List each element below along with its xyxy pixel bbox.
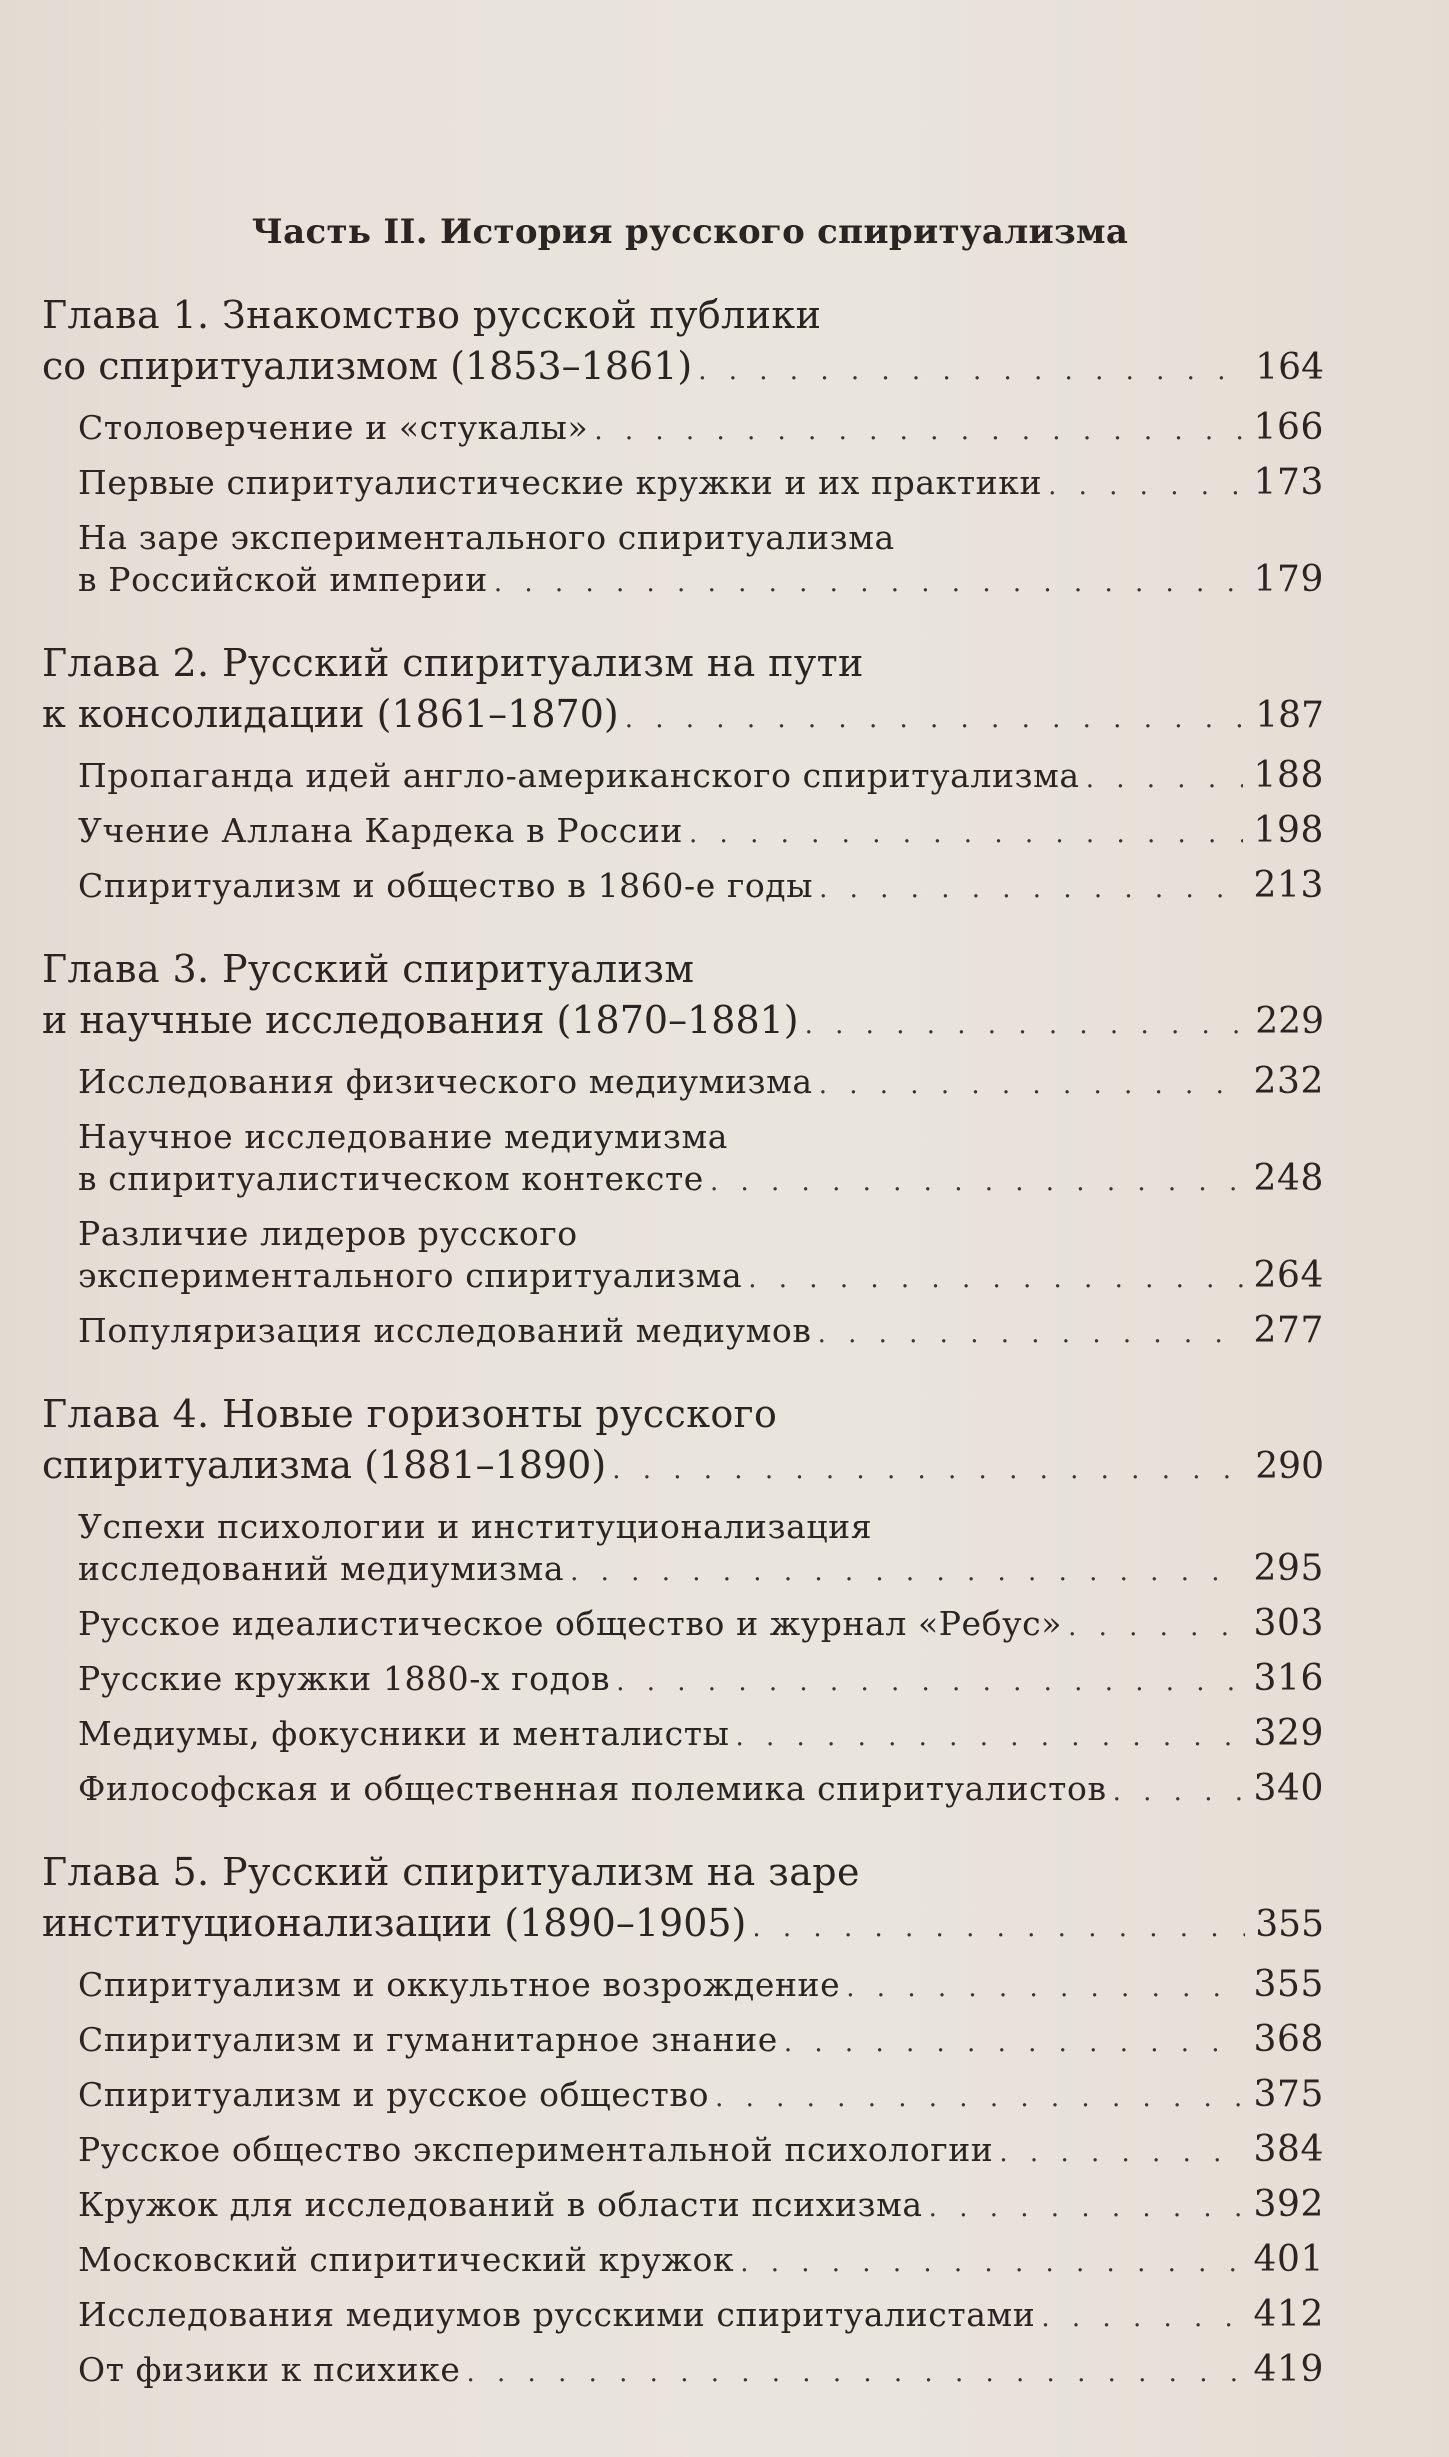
entry-title: экспериментального спиритуализма xyxy=(78,1256,743,1295)
chapter-2 xyxy=(42,638,1324,910)
leader-dots xyxy=(1086,758,1244,800)
page-number: 355 xyxy=(1255,1904,1324,1945)
toc-entry[interactable] xyxy=(78,755,1324,800)
leader-dots xyxy=(689,813,1243,855)
page-number: 340 xyxy=(1253,1768,1324,1809)
entry-title: Русские кружки 1880-х годов xyxy=(78,1659,611,1698)
leader-dots xyxy=(1048,465,1243,507)
leader-dots xyxy=(466,2352,1243,2394)
entry-title: Популяризация исследований медиумов xyxy=(78,1311,812,1350)
page-number: 384 xyxy=(1253,2129,1324,2170)
chapter-5 xyxy=(42,1847,1324,2394)
toc-entry[interactable] xyxy=(78,1506,1324,1593)
page-number: 401 xyxy=(1253,2239,1324,2280)
leader-dots xyxy=(805,999,1246,1051)
page-number: 290 xyxy=(1255,1446,1324,1487)
page-number: 213 xyxy=(1253,865,1324,906)
chapter-title-line1: Глава 2. Русский спиритуализм на пути xyxy=(42,641,864,685)
chapter-title-line2: и научные исследования (1870–1881) xyxy=(42,998,799,1042)
toc-entry[interactable] xyxy=(78,1116,1324,1203)
page-number: 173 xyxy=(1253,462,1324,503)
entry-title: Спиритуализм и гуманитарное знание xyxy=(78,2020,778,2059)
table-of-contents xyxy=(42,290,1324,2428)
entry-title: Русское общество экспериментальной психологии xyxy=(78,2130,994,2169)
page-number: 164 xyxy=(1255,347,1324,388)
chapter-heading[interactable] xyxy=(42,290,1324,397)
toc-entry[interactable] xyxy=(78,2239,1324,2284)
entry-title-line1: Успехи психологии и институционализация xyxy=(78,1507,873,1546)
toc-entry[interactable] xyxy=(78,1713,1324,1758)
toc-entry[interactable] xyxy=(78,1768,1324,1813)
page-number: 264 xyxy=(1253,1255,1324,1296)
toc-entry[interactable] xyxy=(78,2074,1324,2119)
page-number: 412 xyxy=(1253,2294,1324,2335)
chapter-heading[interactable] xyxy=(42,1847,1324,1954)
entry-title: Русское идеалистическое общество и журнал «Ребус» xyxy=(78,1604,1063,1643)
entry-title: Спиритуализм и русское общество xyxy=(78,2075,710,2114)
entry-title: Спиритуализм и общество в 1860-е годы xyxy=(78,866,814,905)
leader-dots xyxy=(494,562,1244,604)
page-number: 419 xyxy=(1253,2349,1324,2390)
toc-entry[interactable] xyxy=(78,2129,1324,2174)
toc-entry[interactable] xyxy=(78,517,1324,604)
entry-title: Первые спиритуалистические кружки и их практики xyxy=(78,463,1043,502)
entry-title: в Российской империи xyxy=(78,560,488,599)
entry-title: Спиритуализм и оккультное возрождение xyxy=(78,1965,841,2004)
page-number: 179 xyxy=(1253,559,1324,600)
page-number: 198 xyxy=(1253,810,1324,851)
chapter-heading[interactable] xyxy=(42,1389,1324,1496)
toc-entry[interactable] xyxy=(78,2349,1324,2394)
leader-dots xyxy=(1113,1771,1244,1813)
entry-title: Столоверчение и «стукалы» xyxy=(78,408,589,447)
toc-entry[interactable] xyxy=(78,1964,1324,2009)
entry-title-line1: Научное исследование медиумизма xyxy=(78,1117,728,1156)
chapter-title-line2: к консолидации (1861–1870) xyxy=(42,692,619,736)
toc-entry[interactable] xyxy=(78,2294,1324,2339)
chapter-title-line2: спиритуализма (1881–1890) xyxy=(42,1443,607,1487)
chapter-title-line2: институционализации (1890–1905) xyxy=(42,1901,747,1945)
chapter-title-line2: со спиритуализмом (1853–1861) xyxy=(42,344,693,388)
toc-entry[interactable] xyxy=(78,810,1324,855)
page-number: 368 xyxy=(1253,2019,1324,2060)
chapter-3 xyxy=(42,944,1324,1355)
page-number: 187 xyxy=(1255,695,1324,736)
page-number: 248 xyxy=(1253,1158,1324,1199)
leader-dots xyxy=(612,1444,1245,1496)
leader-dots xyxy=(698,345,1245,397)
page-number: 329 xyxy=(1253,1713,1324,1754)
page-number: 277 xyxy=(1253,1310,1324,1351)
leader-dots xyxy=(784,2022,1244,2064)
leader-dots xyxy=(715,2077,1243,2119)
leader-dots xyxy=(740,2242,1243,2284)
chapter-4 xyxy=(42,1389,1324,1813)
leader-dots xyxy=(818,1313,1244,1355)
chapter-title-line1: Глава 1. Знакомство русской публики xyxy=(42,293,822,337)
leader-dots xyxy=(570,1551,1243,1593)
page-number: 392 xyxy=(1253,2184,1324,2225)
leader-dots xyxy=(929,2187,1244,2229)
toc-entry[interactable] xyxy=(78,407,1324,452)
chapter-title-line1: Глава 4. Новые горизонты русского xyxy=(42,1392,778,1436)
entry-title: От физики к психике xyxy=(78,2350,461,2389)
toc-entry[interactable] xyxy=(78,462,1324,507)
entry-title: Московский спиритический кружок xyxy=(78,2240,735,2279)
page-number: 355 xyxy=(1253,1964,1324,2005)
toc-entry[interactable] xyxy=(78,2184,1324,2229)
entry-title: Медиумы, фокусники и менталисты xyxy=(78,1714,730,1753)
entry-title: в спиритуалистическом контексте xyxy=(78,1159,704,1198)
entry-title: Учение Аллана Кардека в России xyxy=(78,811,684,850)
toc-entry[interactable] xyxy=(78,1213,1324,1300)
part-title: Часть II. История русского спиритуализма xyxy=(251,212,1129,252)
entry-title-line1: На заре экспериментального спиритуализма xyxy=(78,518,895,557)
page-number: 229 xyxy=(1255,1001,1324,1042)
page-number: 166 xyxy=(1253,407,1324,448)
entry-title: Исследования медиумов русскими спиритуалистами xyxy=(78,2295,1036,2334)
leader-dots xyxy=(735,1716,1243,1758)
leader-dots xyxy=(710,1161,1244,1203)
chapter-1 xyxy=(42,290,1324,604)
chapter-heading[interactable] xyxy=(42,944,1324,1051)
leader-dots xyxy=(616,1661,1243,1703)
chapter-title-line1: Глава 3. Русский спиритуализм xyxy=(42,947,695,991)
page-number: 303 xyxy=(1253,1603,1324,1644)
leader-dots xyxy=(819,1064,1244,1106)
toc-entry[interactable] xyxy=(78,1310,1324,1355)
leader-dots xyxy=(748,1258,1243,1300)
leader-dots xyxy=(594,410,1243,452)
leader-dots xyxy=(999,2132,1243,2174)
page-number: 316 xyxy=(1253,1658,1324,1699)
leader-dots xyxy=(1068,1606,1243,1648)
toc-entry[interactable] xyxy=(78,1658,1324,1703)
page-number: 232 xyxy=(1253,1061,1324,1102)
leader-dots xyxy=(752,1902,1245,1954)
toc-entry[interactable] xyxy=(78,865,1324,910)
toc-entry[interactable] xyxy=(78,1603,1324,1648)
entry-title: Кружок для исследований в области психизма xyxy=(78,2185,923,2224)
chapter-title-line1: Глава 5. Русский спиритуализм на заре xyxy=(42,1850,860,1894)
leader-dots xyxy=(819,868,1243,910)
entry-title: Философская и общественная полемика спиритуалистов xyxy=(78,1769,1107,1808)
toc-entry[interactable] xyxy=(78,2019,1324,2064)
entry-title: исследований медиумизма xyxy=(78,1549,565,1588)
entry-title-line1: Различие лидеров русского xyxy=(78,1214,578,1253)
entry-title: Исследования физического медиумизма xyxy=(78,1062,813,1101)
toc-entry[interactable] xyxy=(78,1061,1324,1106)
page-number: 375 xyxy=(1253,2074,1324,2115)
leader-dots xyxy=(625,693,1246,745)
entry-title: Пропаганда идей англо-американского спиритуализма xyxy=(78,756,1080,795)
chapter-heading[interactable] xyxy=(42,638,1324,745)
leader-dots xyxy=(846,1967,1243,2009)
page-number: 188 xyxy=(1253,755,1324,796)
leader-dots xyxy=(1041,2297,1243,2339)
page-number: 295 xyxy=(1253,1548,1324,1589)
